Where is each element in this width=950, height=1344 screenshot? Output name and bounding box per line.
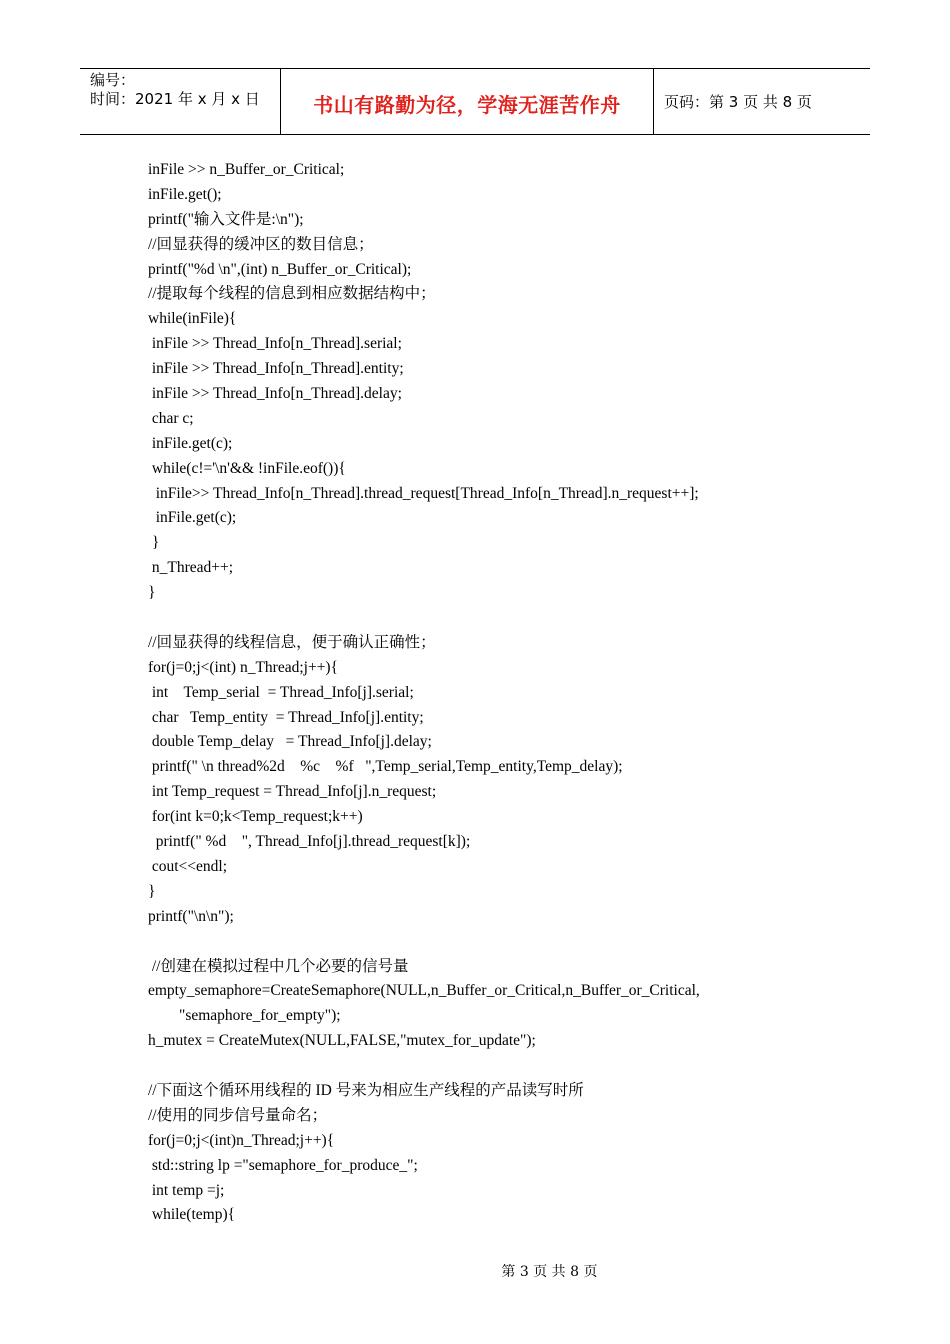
code-line: } bbox=[148, 534, 160, 552]
header-motto: 书山有路勤为径，学海无涯苦作舟 bbox=[313, 93, 621, 117]
code-listing bbox=[148, 158, 848, 1228]
code-line: while(inFile){ bbox=[148, 310, 237, 328]
code-line: for(j=0;j<(int) n_Thread;j++){ bbox=[148, 658, 339, 676]
code-line: while(c!='\n'&& !inFile.eof()){ bbox=[148, 459, 346, 477]
code-line: char c; bbox=[148, 409, 194, 427]
code-line bbox=[148, 1054, 848, 1079]
code-line bbox=[148, 930, 848, 955]
header-motto-cell bbox=[281, 69, 654, 134]
code-line: int Temp_request = Thread_Info[j].n_request; bbox=[148, 783, 437, 801]
code-line: char Temp_entity = Thread_Info[j].entity; bbox=[148, 708, 424, 726]
document-date-label: 时间：2021 年 x 月 x 日 bbox=[90, 90, 260, 108]
code-line: printf("输入文件是:\n"); bbox=[148, 210, 304, 228]
code-line: } bbox=[148, 584, 156, 602]
code-line: for(j=0;j<(int)n_Thread;j++){ bbox=[148, 1131, 335, 1149]
code-line: inFile.get(); bbox=[148, 185, 222, 203]
page-footer bbox=[0, 1245, 950, 1281]
code-line bbox=[148, 606, 848, 631]
code-line: n_Thread++; bbox=[148, 559, 234, 577]
code-line: inFile.get(c); bbox=[148, 434, 233, 452]
document-number-label: 编号： bbox=[90, 71, 136, 89]
code-line: empty_semaphore=CreateSemaphore(NULL,n_Buffer_or_Critical,n_Buffer_or_Critical, bbox=[148, 982, 700, 1000]
code-line: //回显获得的线程信息，便于确认正确性； bbox=[148, 633, 436, 651]
code-line: inFile.get(c); bbox=[148, 509, 237, 527]
code-line: printf(" %d ", Thread_Info[j].thread_request[k]); bbox=[148, 833, 471, 851]
code-line: } bbox=[148, 882, 156, 900]
code-line: printf(" \n thread%2d %c %f ",Temp_serial,Temp_entity,Temp_delay); bbox=[148, 758, 623, 776]
code-line: //下面这个循环用线程的 ID 号来为相应生产线程的产品读写时所 bbox=[148, 1081, 584, 1099]
code-line: int temp =j; bbox=[148, 1181, 225, 1199]
code-line: //创建在模拟过程中几个必要的信号量 bbox=[148, 957, 409, 975]
header-page-info: 页码：第 3 页 共 8 页 bbox=[664, 93, 812, 111]
code-line: inFile >> n_Buffer_or_Critical; bbox=[148, 161, 345, 178]
code-line: //回显获得的缓冲区的数目信息； bbox=[148, 235, 374, 253]
code-line: cout<<endl; bbox=[148, 857, 228, 875]
code-line: while(temp){ bbox=[148, 1206, 236, 1224]
code-line: printf("\n\n"); bbox=[148, 907, 234, 925]
code-line: printf("%d \n",(int) n_Buffer_or_Critical); bbox=[148, 260, 412, 278]
code-line: h_mutex = CreateMutex(NULL,FALSE,"mutex_for_update"); bbox=[148, 1032, 536, 1050]
code-line: //提取每个线程的信息到相应数据结构中； bbox=[148, 285, 436, 303]
code-line: //使用的同步信号量命名； bbox=[148, 1106, 328, 1124]
code-line: inFile >> Thread_Info[n_Thread].delay; bbox=[148, 385, 402, 403]
header-page-cell bbox=[654, 69, 870, 134]
footer-page-number: 第 3 页 共 8 页 bbox=[501, 1264, 598, 1280]
code-line: inFile >> Thread_Info[n_Thread].entity; bbox=[148, 360, 404, 378]
code-line: for(int k=0;k<Temp_request;k++) bbox=[148, 808, 363, 826]
code-line: "semaphore_for_empty"); bbox=[148, 1007, 341, 1025]
page-header bbox=[80, 68, 870, 135]
code-line: int Temp_serial = Thread_Info[j].serial; bbox=[148, 683, 414, 701]
code-line: inFile>> Thread_Info[n_Thread].thread_request[Thread_Info[n_Thread].n_request++]; bbox=[148, 484, 699, 502]
code-line: std::string lp ="semaphore_for_produce_"; bbox=[148, 1156, 418, 1174]
code-line: inFile >> Thread_Info[n_Thread].serial; bbox=[148, 335, 402, 353]
header-meta-cell bbox=[80, 69, 281, 134]
code-line: double Temp_delay = Thread_Info[j].delay; bbox=[148, 733, 432, 751]
